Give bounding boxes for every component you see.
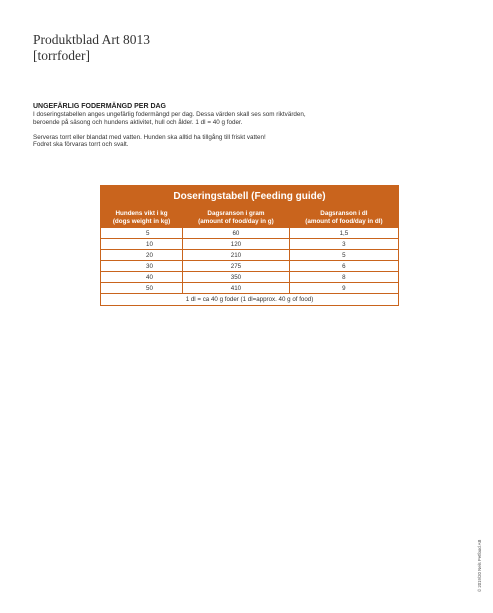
column-header-sv: Dagsranson i gram [207,210,265,217]
table-row [101,261,399,272]
title-product-sheet: Produktblad Art 8013 [33,32,150,47]
copyright-notice: © 2019/20 Nels Petfood AB [477,539,482,592]
table-row [101,250,399,261]
cell-dl: 8 [289,272,398,283]
cell-dl: 6 [289,261,398,272]
cell-weight: 40 [101,272,183,283]
column-header-weight [101,208,183,228]
cell-grams: 350 [183,272,290,283]
cell-grams: 210 [183,250,290,261]
cell-weight: 30 [101,261,183,272]
table-row [101,228,399,239]
cell-weight: 5 [101,228,183,239]
paragraph-line: Serveras torrt eller blandat med vatten. Hunden ska alltid ha tillgång till friskt vatten! [33,133,266,141]
cell-weight: 10 [101,239,183,250]
table-row [101,239,399,250]
feeding-guide-table [100,185,399,306]
cell-dl: 5 [289,250,398,261]
column-header-sv: Hundens vikt i kg [115,210,168,217]
column-header-grams [183,208,290,228]
table-footnote: 1 dl = ca 40 g foder (1 dl=approx. 40 g of food) [101,294,399,306]
section-heading: UNGEFÄRLIG FODERMÄNGD PER DAG [33,103,166,110]
cell-grams: 275 [183,261,290,272]
cell-dl: 9 [289,283,398,294]
cell-dl: 3 [289,239,398,250]
cell-grams: 120 [183,239,290,250]
cell-grams: 60 [183,228,290,239]
column-header-en: (amount of food/day in dl) [305,217,383,225]
paragraph-gap [33,126,333,134]
table-header-row [101,208,399,228]
column-header-en: (dogs weight in kg) [112,217,171,225]
table-caption: Doseringstabell (Feeding guide) [101,186,399,208]
column-header-sv: Dagsranson i dl [320,210,368,217]
column-header-en: (amount of food/day in g) [198,217,274,225]
document-title [33,32,150,64]
table-row [101,283,399,294]
cell-grams: 410 [183,283,290,294]
cell-dl: 1,5 [289,228,398,239]
cell-weight: 20 [101,250,183,261]
feeding-amount-section [33,103,333,149]
table-row [101,272,399,283]
column-header-dl [289,208,398,228]
paragraph-line: beroende på säsong och hundens aktivitet, hull och ålder. 1 dl = 40 g foder. [33,118,243,126]
paragraph-line: I doseringstabellen anges ungefärlig fodermängd per dag. Dessa värden skall ses som riktvärden, [33,111,306,118]
title-product-type: [torrfoder] [33,48,90,63]
paragraph-line: Fodret ska förvaras torrt och svalt. [33,141,129,149]
table-footnote-row [101,294,399,306]
cell-weight: 50 [101,283,183,294]
